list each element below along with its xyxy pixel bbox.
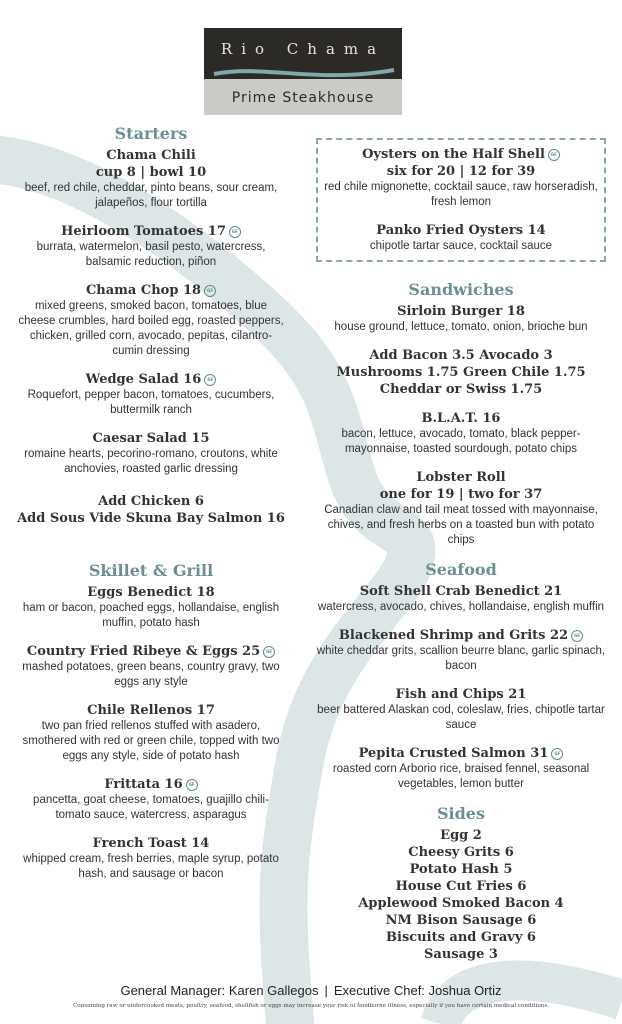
- menu-item-name-text: Eggs Benedict 18: [87, 585, 215, 600]
- gluten-free-icon: GF: [551, 748, 563, 760]
- starters-list: [16, 147, 286, 477]
- menu-item-price-line: cup 8 | bowl 10: [95, 165, 207, 180]
- menu-item: [316, 469, 606, 548]
- starters-heading: Starters: [114, 124, 188, 143]
- gluten-free-icon: GF: [548, 149, 560, 161]
- menu-item-name-text: Lobster Roll: [416, 470, 506, 485]
- left-column: [16, 124, 286, 894]
- menu-item-name: [16, 147, 286, 164]
- menu-item-description: pancetta, goat cheese, tomatoes, guajillo chili-tomato sauce, watercress, asparagus: [33, 794, 269, 821]
- menu-item-name: [16, 584, 286, 601]
- menu-item-name: [316, 303, 606, 320]
- menu-item-name: [324, 146, 598, 163]
- burger-addon-line: Add Bacon 3.5 Avocado 3: [369, 348, 553, 363]
- menu-item-description: mixed greens, smoked bacon, tomatoes, blue cheese crumbles, hard boiled egg, roasted peppers, chicken, grilled corn, avocado, pepitas, cilantro-cumin dressing: [18, 300, 284, 357]
- sides-heading: Sides: [436, 804, 485, 823]
- menu-item: [316, 745, 606, 792]
- menu-item-name: [16, 430, 286, 447]
- menu-item-price-line: six for 20 | 12 for 39: [386, 164, 536, 179]
- gluten-free-icon: GF: [204, 285, 216, 297]
- side-item: House Cut Fries 6: [395, 879, 527, 894]
- right-column: [316, 138, 606, 963]
- menu-item-description: whipped cream, fresh berries, maple syrup, potato hash, and sausage or bacon: [23, 853, 279, 880]
- menu-item-name: [316, 745, 606, 762]
- menu-item-name: [16, 643, 286, 660]
- menu-item-description: beef, red chile, cheddar, pinto beans, sour cream, jalapeños, flour tortilla: [24, 182, 278, 209]
- menu-item-name-text: Chile Rellenos 17: [87, 703, 215, 718]
- burger-addon-line: Cheddar or Swiss 1.75: [379, 382, 543, 397]
- logo-subtitle: Prime Steakhouse: [231, 90, 375, 106]
- menu-item-description: burrata, watermelon, basil pesto, watercress, balsamic reduction, piñon: [36, 241, 266, 268]
- menu-item: [16, 835, 286, 882]
- menu-item: [316, 583, 606, 615]
- menu-item-name-text: Wedge Salad 16: [85, 372, 202, 387]
- menu-item-description: romaine hearts, pecorino-romano, croutons, white anchovies, roasted garlic dressing: [24, 448, 278, 475]
- menu-item-name: [316, 410, 606, 427]
- sandwiches-list-2: [316, 410, 606, 548]
- menu-item-description: roasted corn Arborio rice, braised fennel, seasonal vegetables, lemon butter: [332, 763, 590, 790]
- menu-item-description: mashed potatoes, green beans, country gravy, two eggs any style: [22, 661, 280, 688]
- gluten-free-icon: GF: [229, 226, 241, 238]
- restaurant-logo: [204, 28, 402, 115]
- addon-item: Add Chicken 6: [98, 494, 204, 509]
- menu-item: [324, 222, 598, 254]
- menu-item-description: chipotle tartar sauce, cocktail sauce: [369, 240, 553, 252]
- menu-item-name: [316, 469, 606, 486]
- menu-item-name-text: Caesar Salad 15: [92, 431, 210, 446]
- general-manager: General Manager: Karen Gallegos: [120, 983, 319, 998]
- side-item: Sausage 3: [424, 947, 498, 962]
- menu-item: [16, 702, 286, 764]
- side-item: Potato Hash 5: [409, 862, 513, 877]
- gluten-free-icon: GF: [186, 779, 198, 791]
- sandwiches-list: [316, 303, 606, 335]
- gluten-free-icon: GF: [263, 646, 275, 658]
- side-item: Cheesy Grits 6: [408, 845, 514, 860]
- menu-item-name: [316, 686, 606, 703]
- menu-item-name-text: Heirloom Tomatoes 17: [61, 224, 226, 239]
- menu-item-description: Roquefort, pepper bacon, tomatoes, cucumbers, buttermilk ranch: [27, 389, 275, 416]
- menu-item-name: [16, 282, 286, 299]
- oysters-box: [316, 138, 606, 262]
- menu-item-name-text: Soft Shell Crab Benedict 21: [359, 584, 563, 599]
- logo-name: Rio Chama: [220, 40, 386, 58]
- menu-item: [316, 410, 606, 457]
- menu-item: [16, 643, 286, 690]
- seafood-list: [316, 583, 606, 792]
- menu-item-name-text: Blackened Shrimp and Grits 22: [338, 628, 569, 643]
- menu-item-description: ham or bacon, poached eggs, hollandaise, english muffin, potato hash: [22, 602, 280, 629]
- addon-item: Add Sous Vide Skuna Bay Salmon 16: [17, 511, 285, 526]
- menu-item-description: beer battered Alaskan cod, coleslaw, fries, chipotle tartar sauce: [317, 704, 605, 731]
- gluten-free-icon: GF: [204, 374, 216, 386]
- menu-item-description: two pan fried rellenos stuffed with asadero, smothered with red or green chile, topped with two eggs any style, side of potato hash: [22, 720, 280, 762]
- menu-item-name-text: Frittata 16: [104, 777, 183, 792]
- menu-item: [324, 146, 598, 210]
- footer-credits: [0, 983, 622, 998]
- menu-item: [16, 776, 286, 823]
- burger-addon-line: Mushrooms 1.75 Green Chile 1.75: [336, 365, 586, 380]
- menu-item-description: white cheddar grits, scallion beurre blanc, garlic spinach, bacon: [316, 645, 606, 672]
- menu-item-name: [16, 371, 286, 388]
- skillet-heading: Skillet & Grill: [88, 561, 214, 580]
- menu-item-name-text: B.L.A.T. 16: [421, 411, 501, 426]
- menu-item: [316, 686, 606, 733]
- menu-item-name-text: Sirloin Burger 18: [397, 304, 525, 319]
- side-item: Biscuits and Gravy 6: [386, 930, 536, 945]
- menu-item: [316, 303, 606, 335]
- menu-item-name: [316, 583, 606, 600]
- footer-separator: |: [324, 983, 328, 998]
- oysters-list: [324, 146, 598, 254]
- executive-chef: Executive Chef: Joshua Ortiz: [333, 983, 502, 998]
- food-safety-disclaimer: Consuming raw or undercooked meats, poultry, seafood, shellfish or eggs may increase your risk of foodborne illness, especially if you have certain medical conditions.: [72, 1003, 550, 1009]
- menu-item-name-text: Oysters on the Half Shell: [362, 147, 545, 162]
- menu-item: [16, 223, 286, 270]
- menu-item: [316, 627, 606, 674]
- menu-item: [16, 371, 286, 418]
- menu-item-name-text: Fish and Chips 21: [395, 687, 527, 702]
- menu-item-description: red chile mignonette, cocktail sauce, raw horseradish, fresh lemon: [324, 181, 598, 208]
- menu-item-name: [16, 835, 286, 852]
- menu-item: [16, 147, 286, 211]
- gluten-free-icon: GF: [571, 630, 583, 642]
- menu-item-description: watercress, avocado, chives, hollandaise, english muffin: [317, 601, 605, 613]
- sides-list: [316, 827, 606, 963]
- menu-item-description: house ground, lettuce, tomato, onion, brioche bun: [334, 321, 588, 333]
- burger-addons: [316, 347, 606, 398]
- side-item: NM Bison Sausage 6: [385, 913, 537, 928]
- menu-item-price-line: one for 19 | two for 37: [379, 487, 543, 502]
- menu-item-description: bacon, lettuce, avocado, tomato, black pepper-mayonnaise, toasted sourdough, potato chips: [341, 428, 581, 455]
- menu-item: [16, 282, 286, 359]
- menu-item-name: [16, 776, 286, 793]
- menu-item-name-text: Chama Chili: [106, 148, 196, 163]
- side-item: Applewood Smoked Bacon 4: [358, 896, 564, 911]
- menu-item-name: [16, 702, 286, 719]
- side-item: Egg 2: [440, 828, 482, 843]
- menu-item-name-text: Pepita Crusted Salmon 31: [358, 746, 549, 761]
- menu-item-name: [316, 627, 606, 644]
- starter-addons: [16, 493, 286, 527]
- sandwiches-heading: Sandwiches: [408, 280, 514, 299]
- menu-item: [16, 584, 286, 631]
- menu-item-description: Canadian claw and tail meat tossed with mayonnaise, chives, and fresh herbs on a toasted bun with potato chips: [324, 504, 598, 546]
- menu-item-name: [16, 223, 286, 240]
- seafood-heading: Seafood: [425, 560, 497, 579]
- menu-item-name-text: Chama Chop 18: [85, 283, 202, 298]
- menu-item-name-text: Country Fried Ribeye & Eggs 25: [26, 644, 261, 659]
- menu-item-name-text: Panko Fried Oysters 14: [376, 223, 546, 238]
- menu-item-name: [324, 222, 598, 239]
- skillet-list: [16, 584, 286, 882]
- menu-item-name-text: French Toast 14: [92, 836, 210, 851]
- menu-item: [16, 430, 286, 477]
